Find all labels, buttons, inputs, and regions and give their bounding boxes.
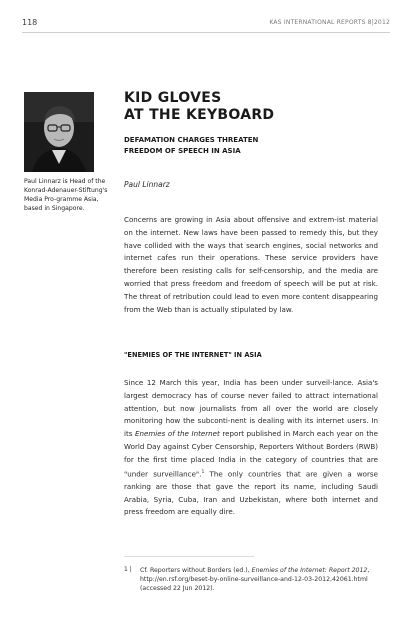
header-rule xyxy=(22,32,390,33)
subtitle-line-2: FREEDOM OF SPEECH IN ASIA xyxy=(124,147,241,155)
subtitle-line-1: DEFAMATION CHARGES THREATEN xyxy=(124,136,259,144)
paragraph-2-text-c: The only countries that are given a worse ranking are those that gave the report its name, including Saudi Arabia, Syria, Cuba, Iran and Uzbekistan, where both internet and press freedom are equally dire. xyxy=(124,468,378,517)
footnote-reference[interactable]: 1 xyxy=(201,469,205,475)
body-paragraph-2 xyxy=(124,377,378,519)
footnote-text-a: Cf. Reporters without Borders (ed.), xyxy=(140,567,252,574)
author-photo xyxy=(24,92,94,172)
footnote-rule xyxy=(124,556,254,557)
author-portrait-image xyxy=(24,92,94,172)
report-title-italic: Enemies of the Internet xyxy=(135,429,220,439)
footnote-text xyxy=(140,566,380,593)
author-caption: Paul Linnarz is Head of the Konrad-Adenauer-Stiftung's Media Pro-gramme Asia, based in Singapore. xyxy=(24,178,108,212)
title-line-2: AT THE KEYBOARD xyxy=(124,107,275,123)
page-number: 118 xyxy=(22,18,38,27)
footnote-italic: Enemies of the Internet: Report 2012 xyxy=(251,567,368,574)
article-author: Paul Linnarz xyxy=(124,180,170,189)
running-header: KAS INTERNATIONAL REPORTS 8|2012 xyxy=(269,19,390,26)
footnote-marker: 1 | xyxy=(124,566,132,573)
paragraph-2-text-a: Since 12 March this year, India has been under surveil-lance. Asia's largest democracy has of course never failed to attract international attention, but now journalists from all over the world are closely monitoring how the subconti-nent is dealing with its internet users. In its xyxy=(124,378,378,439)
article-title xyxy=(124,90,384,124)
title-line-1: KID GLOVES xyxy=(124,90,222,106)
footnote-text-b: , http://en.rsf.org/beset-by-online-surveillance-and-12-03-2012,42061.html (accessed 22 Jun 2012). xyxy=(140,567,370,592)
paragraph-2-text-b: report published in March each year on the World Day against Cyber Censorship, Reporters Without Borders (RWB) for the first time placed India in the category of countries that are "under surveillance". xyxy=(124,429,378,478)
section-heading: "ENEMIES OF THE INTERNET" IN ASIA xyxy=(124,351,262,359)
body-paragraph-1: Concerns are growing in Asia about offensive and extrem-ist material on the internet. New laws have been passed to remedy this, but they have collided with the ways that search engines, social networks and internet cafes run their operations. These service providers have therefore been resisting calls for self-censorship, and the media are worried that press freedom and freedom of speech will be put at risk. The threat of retribution could lead to even more content disappearing from the Web than is actually stipulated by law. xyxy=(124,215,378,314)
article-subtitle xyxy=(124,135,364,157)
